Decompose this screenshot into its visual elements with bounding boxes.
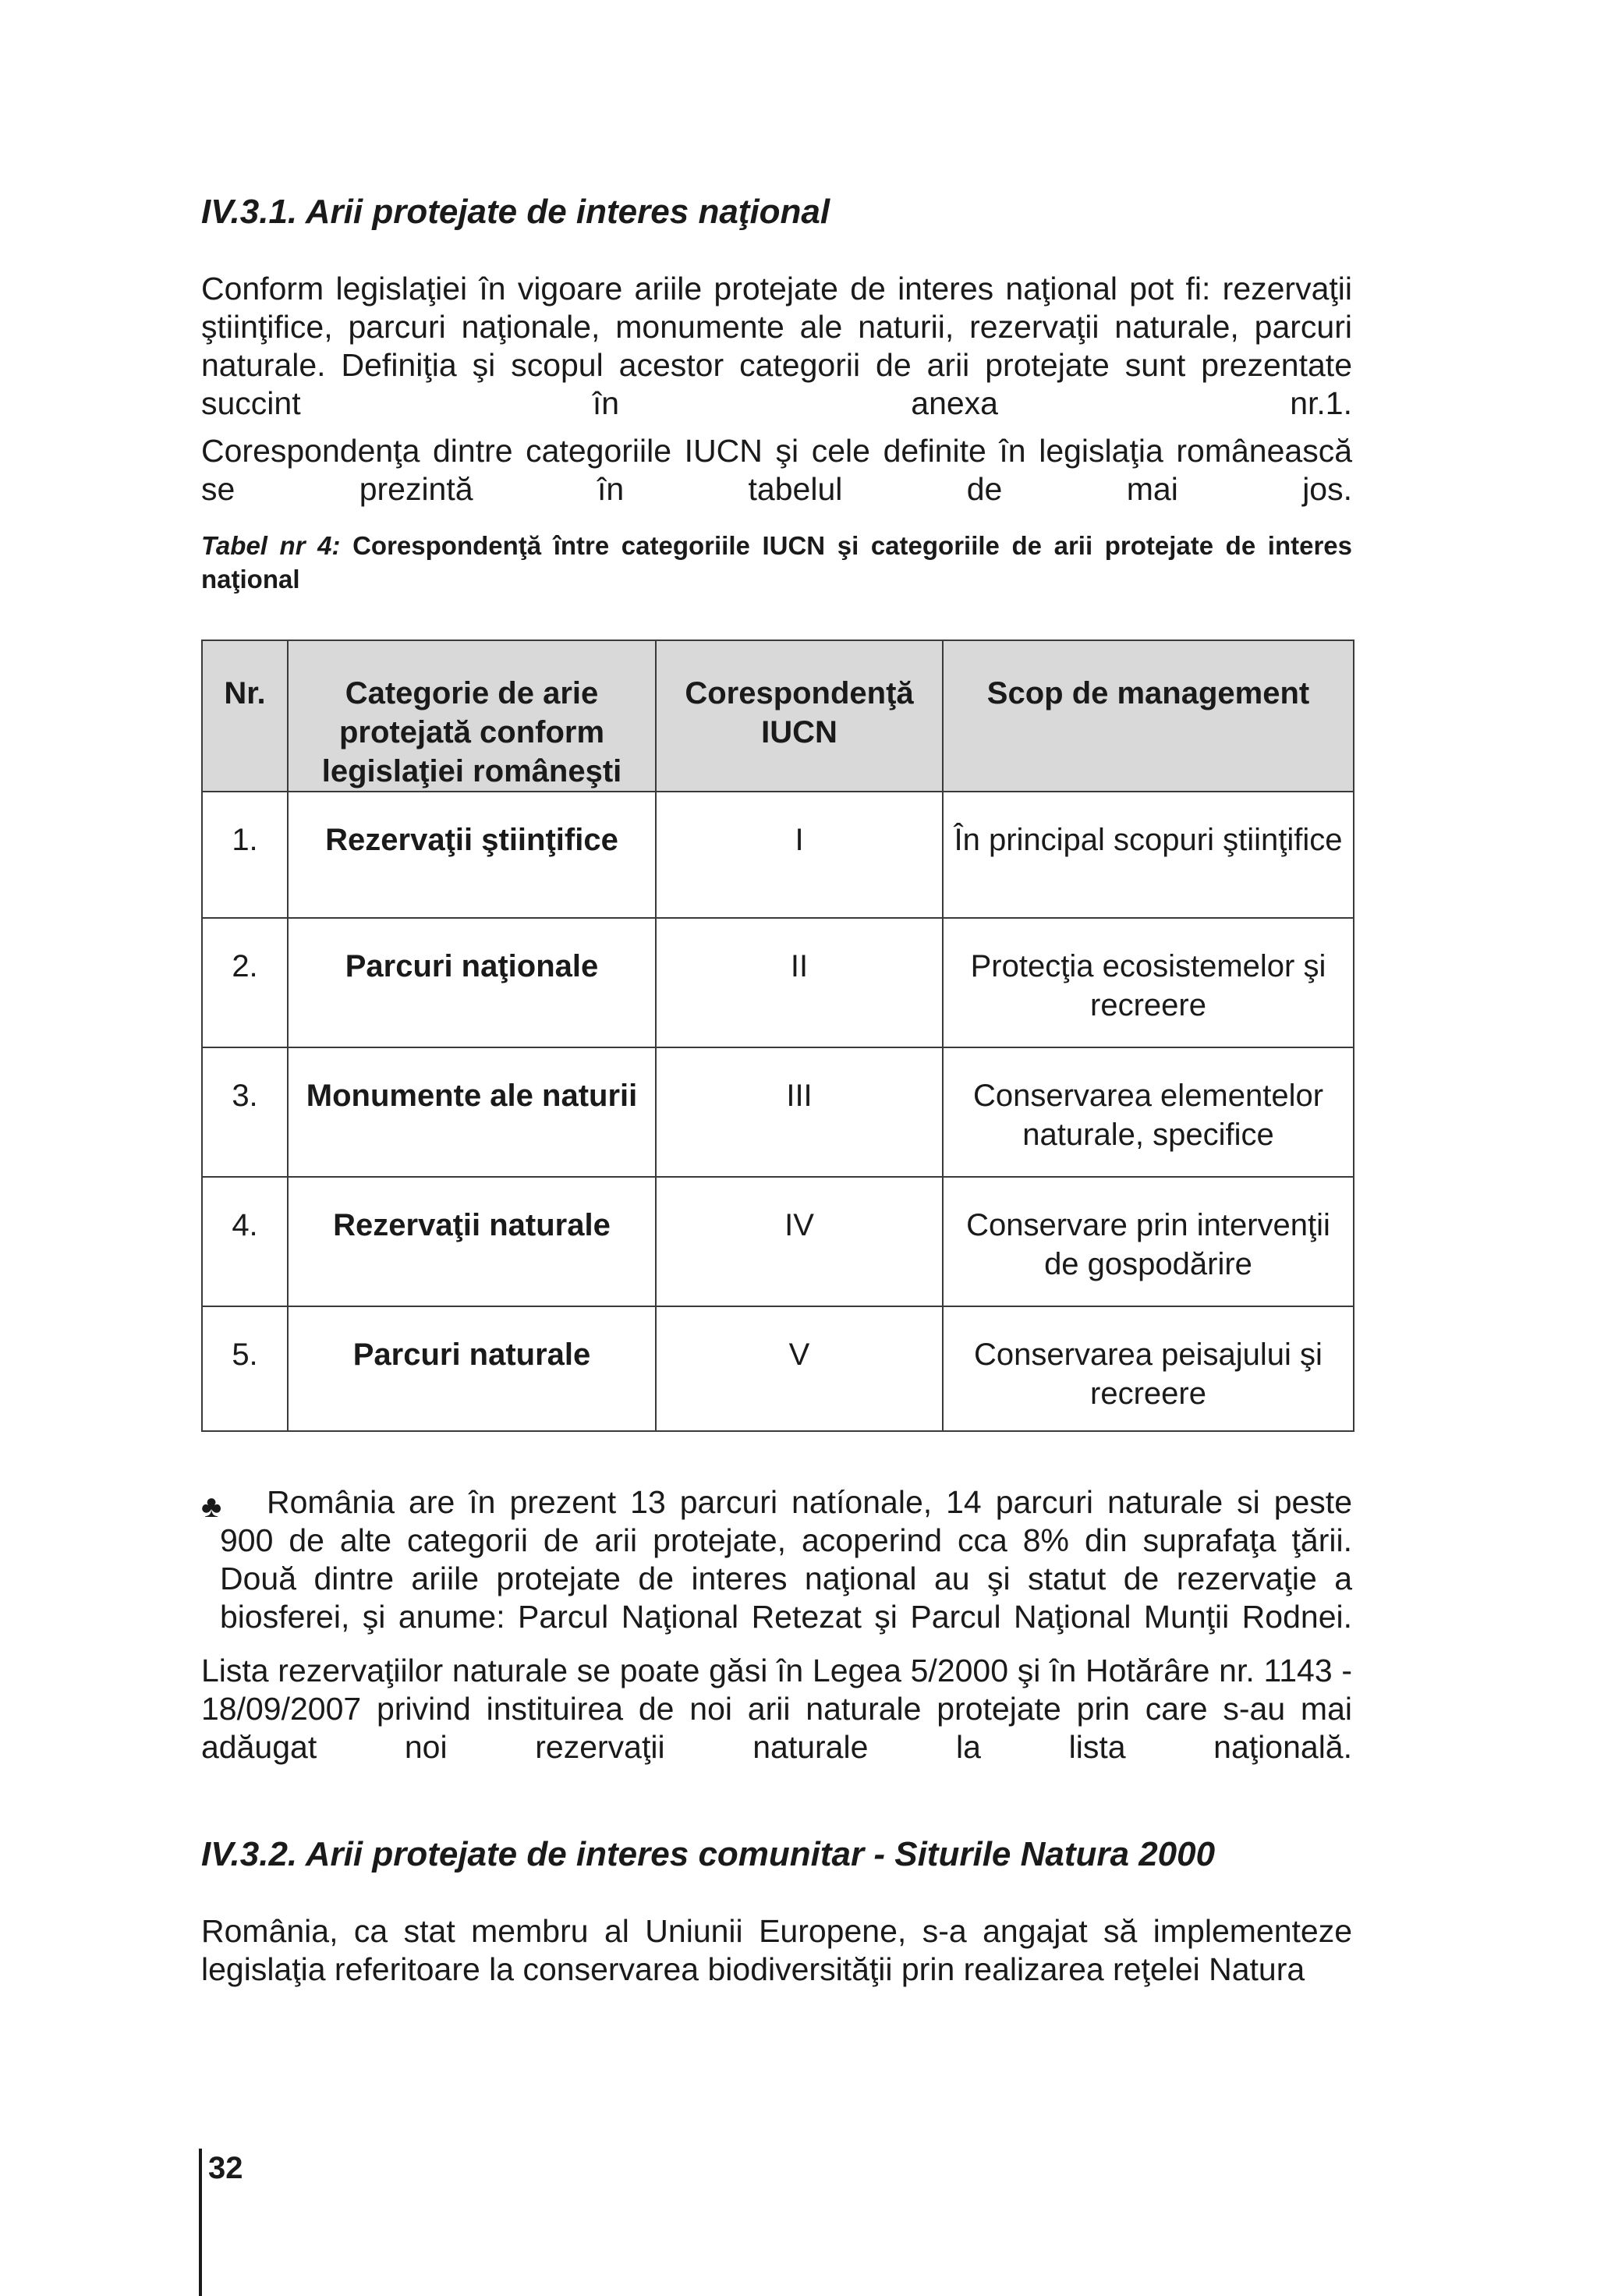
page-number: 32	[208, 2151, 243, 2185]
header-category: Categorie de arie protejată conform legislaţiei româneşti	[288, 640, 656, 792]
club-bullet-icon: ♣	[201, 1490, 222, 1524]
cell-category: Parcuri naţionale	[288, 918, 656, 1047]
cell-nr: 3.	[202, 1047, 288, 1177]
iucn-correspondence-table	[201, 640, 1354, 1432]
cell-scope: În principal scopuri ştiinţifice	[943, 792, 1354, 918]
cell-iucn: II	[656, 918, 943, 1047]
cell-iucn: V	[656, 1306, 943, 1431]
table-row	[202, 1047, 1354, 1177]
bullet-text: România are în prezent 13 parcuri natíonale, 14 parcuri naturale si peste 900 de alte categorii de arii protejate, acoperind cca 8% din suprafaţa ţării. Două dintre ariile protejate de interes naţional au şi statut de rezervaţie a biosferei, şi anume: Parcul Naţional Retezat şi Parcul Naţional Munţii Rodnei.	[220, 1484, 1352, 1635]
table-caption	[201, 529, 1352, 596]
cell-category: Rezervaţii ştiinţifice	[288, 792, 656, 918]
cell-iucn: III	[656, 1047, 943, 1177]
cell-iucn: IV	[656, 1177, 943, 1306]
cell-nr: 2.	[202, 918, 288, 1047]
table-caption-label: Tabel nr 4:	[201, 531, 341, 560]
cell-scope: Conservarea peisajului şi recreere	[943, 1306, 1354, 1431]
section-heading-community: IV.3.2. Arii protejate de interes comunitar - Siturile Natura 2000	[201, 1835, 1216, 1873]
cell-nr: 1.	[202, 792, 288, 918]
paragraph-legislation: Conform legislaţiei în vigoare ariile protejate de interes naţional pot fi: rezervaţii ştiinţifice, parcuri naţionale, monumente ale naturii, rezervaţii naturale, parcuri naturale. Definiţia şi scopul acestor categorii de arii protejate sunt prezentate succint în anexa nr.1.	[201, 271, 1352, 421]
header-nr: Nr.	[202, 640, 288, 792]
paragraph-natura2000: România, ca stat membru al Uniunii Europene, s-a angajat să implementeze legislaţia referitoare la conservarea biodiversităţii prin realizarea reţelei Natura	[201, 1913, 1352, 1987]
header-scope: Scop de management	[943, 640, 1354, 792]
table-header-row	[202, 640, 1354, 792]
cell-iucn: I	[656, 792, 943, 918]
table-row	[202, 1306, 1354, 1431]
table-row	[202, 1177, 1354, 1306]
cell-scope: Protecţia ecosistemelor şi recreere	[943, 918, 1354, 1047]
cell-category: Rezervaţii naturale	[288, 1177, 656, 1306]
section-heading-national: IV.3.1. Arii protejate de interes naţional	[201, 193, 830, 231]
cell-category: Monumente ale naturii	[288, 1047, 656, 1177]
page-margin-bar	[199, 2149, 202, 2296]
cell-nr: 5.	[202, 1306, 288, 1431]
header-iucn: Corespondenţă IUCN	[656, 640, 943, 792]
cell-category: Parcuri naturale	[288, 1306, 656, 1431]
cell-scope: Conservarea elementelor naturale, specifice	[943, 1047, 1354, 1177]
table-row	[202, 792, 1354, 918]
paragraph-reserves-list: Lista rezervaţiilor naturale se poate găsi în Legea 5/2000 şi în Hotărâre nr. 1143 - 18/09/2007 privind instituirea de noi arii naturale protejate prin care s-au mai adăugat noi rezervaţii naturale la lista naţională.	[201, 1653, 1352, 1765]
cell-scope: Conservare prin intervenţii de gospodărire	[943, 1177, 1354, 1306]
table-row	[202, 918, 1354, 1047]
bullet-note	[201, 1483, 1352, 1674]
cell-nr: 4.	[202, 1177, 288, 1306]
paragraph-correspondence: Corespondenţa dintre categoriile IUCN şi cele definite în legislaţia românească se prezintă în tabelul de mai jos.	[201, 433, 1352, 507]
table-caption-text: Corespondenţă între categoriile IUCN şi categoriile de arii protejate de interes naţional	[201, 531, 1352, 593]
